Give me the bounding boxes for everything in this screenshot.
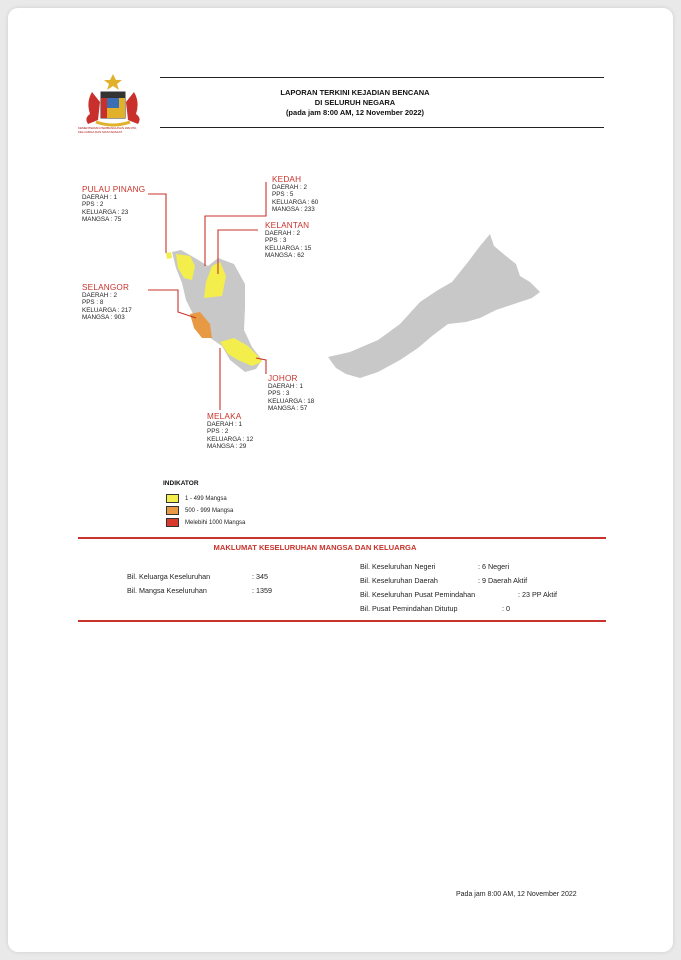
summary-bottom-rule [78, 620, 606, 622]
stat-daerah: DAERAH : 1 [268, 382, 303, 390]
summary-row-keluarga [127, 572, 210, 581]
stat-daerah: DAERAH : 2 [272, 183, 307, 191]
stat-pulau-pinang [82, 186, 145, 224]
title-line-3: (pada jam 8:00 AM, 12 November 2022) [285, 108, 425, 117]
legend-swatch-orange [166, 506, 179, 515]
stat-kelantan [265, 222, 311, 260]
stat-selangor [82, 284, 132, 322]
summary-value-pusat: : 23 PP Aktif [518, 590, 558, 599]
stat-pps: PPS : 2 [207, 428, 229, 435]
stat-melaka [207, 413, 253, 451]
state-name: KELANTAN [265, 221, 310, 230]
legend-title: INDIKATOR [163, 480, 199, 487]
pulau-pinang-region [166, 252, 172, 259]
summary-value-keluarga: : 345 [252, 572, 268, 581]
stat-kedah [272, 176, 318, 214]
legend-label: Melebihi 1000 Mangsa [185, 519, 246, 526]
summary-value-mangsa: : 1359 [252, 586, 272, 595]
stat-pps: PPS : 8 [82, 299, 104, 306]
legend-item-low [166, 494, 227, 503]
legend-label: 1 - 499 Mangsa [185, 495, 227, 502]
summary-row-pusat: Bil. Keseluruhan Pusat Pemindahan [360, 590, 476, 599]
summary-top-rule [78, 537, 606, 539]
state-name: SELANGOR [82, 283, 130, 292]
stat-johor [268, 375, 314, 413]
stat-mangsa: MANGSA : 75 [82, 216, 122, 223]
title-line-1: LAPORAN TERKINI KEJADIAN BENCANA [280, 88, 430, 97]
stat-daerah: DAERAH : 1 [82, 193, 117, 201]
summary-value-daerah: : 9 Daerah Aktif [478, 576, 528, 585]
leader-pulau-pinang [148, 194, 166, 253]
stat-keluarga: KELUARGA : 18 [268, 397, 315, 405]
stat-keluarga: KELUARGA : 15 [265, 244, 312, 252]
summary-row-daerah: Bil. Keseluruhan Daerah [360, 576, 438, 585]
state-name: JOHOR [268, 374, 298, 383]
summary-row-mangsa [127, 586, 207, 595]
stat-keluarga: KELUARGA : 12 [207, 435, 254, 443]
legend-swatch-yellow [166, 494, 179, 503]
stat-daerah: DAERAH : 1 [207, 420, 242, 428]
legend-item-medium [166, 506, 233, 515]
stat-pps: PPS : 2 [82, 201, 104, 208]
logo-caption: KEMENTERIAN PEMBANGUNAN WANITA, KELUARGA DAN MASYARAKAT [78, 126, 138, 134]
stat-mangsa: MANGSA : 903 [82, 314, 125, 321]
legend-label: 500 - 999 Mangsa [185, 507, 234, 514]
summary-value-ditutup: : 0 [502, 604, 510, 613]
stat-daerah: DAERAH : 2 [82, 291, 117, 299]
legend-swatch-red [166, 518, 179, 527]
summary-row-ditutup: Bil. Pusat Pemindahan Ditutup [360, 604, 458, 613]
footer-timestamp: Pada jam 8:00 AM, 12 November 2022 [456, 891, 577, 898]
state-name: MELAKA [207, 412, 242, 421]
stat-mangsa: MANGSA : 233 [272, 206, 315, 213]
stat-pps: PPS : 5 [272, 191, 294, 198]
summary-label: Bil. Keluarga Keseluruhan [127, 572, 211, 581]
summary-row-negeri: Bil. Keseluruhan Negeri [360, 562, 436, 571]
summary-label: Bil. Mangsa Keseluruhan [127, 586, 207, 595]
borneo-malaysia [328, 234, 540, 378]
stat-mangsa: MANGSA : 62 [265, 252, 305, 259]
state-name: PULAU PINANG [82, 185, 146, 194]
stat-mangsa: MANGSA : 29 [207, 443, 247, 450]
stat-keluarga: KELUARGA : 23 [82, 208, 129, 216]
stat-pps: PPS : 3 [265, 237, 287, 244]
summary-value-negeri: : 6 Negeri [478, 562, 510, 571]
stat-keluarga: KELUARGA : 217 [82, 306, 132, 314]
leader-kedah [205, 182, 266, 266]
state-name: KEDAH [272, 175, 302, 184]
stat-pps: PPS : 3 [268, 390, 290, 397]
stat-keluarga: KELUARGA : 60 [272, 198, 319, 206]
stat-daerah: DAERAH : 2 [265, 229, 300, 237]
summary-title: MAKLUMAT KESELURUHAN MANGSA DAN KELUARGA [213, 543, 417, 552]
legend-item-high [166, 518, 245, 527]
title-line-2: DI SELURUH NEGARA [314, 98, 396, 107]
stat-mangsa: MANGSA : 57 [268, 405, 308, 412]
